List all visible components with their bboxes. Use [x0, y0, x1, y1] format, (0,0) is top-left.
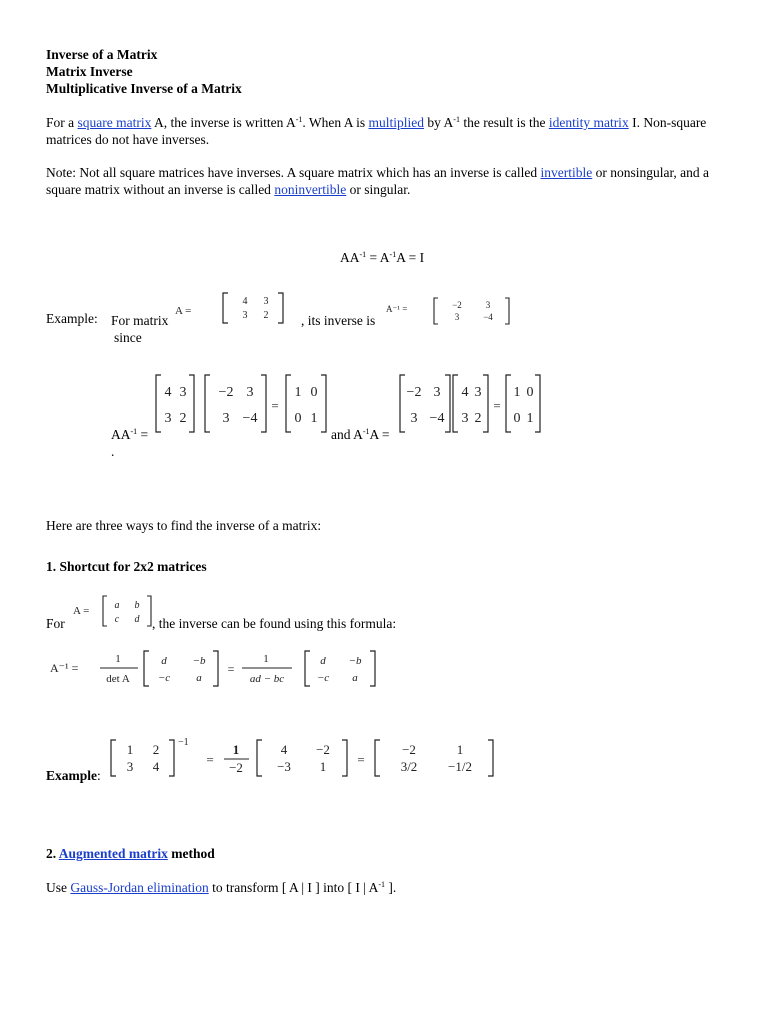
matrix-cell: 3 — [474, 385, 482, 400]
identity-equation: $AA^{-1} = A^{-1}A = I$ — [340, 250, 425, 265]
matrix-cell: 3 — [461, 411, 469, 426]
matrix-cell: −b — [348, 655, 362, 667]
matrix-cell: 3 — [164, 411, 172, 426]
matrix-cell: 2 — [263, 310, 269, 321]
matrix-cell: −2 — [402, 742, 416, 757]
matrix-cell: 2 — [179, 411, 187, 426]
heading-matrix-inverse: Matrix Inverse — [46, 64, 133, 79]
matrix-cell: 2 — [474, 411, 482, 426]
matrix-cell: 3 — [454, 312, 460, 322]
its-inverse-text: , its inverse is — [301, 313, 376, 328]
matrix-cell: −4 — [242, 411, 258, 426]
matrix-cell: d — [134, 614, 140, 625]
matrix-cell: a — [114, 600, 120, 611]
note-paragraph: Note: Not all square matrices have inverses. A square matrix which has an inverse is called invertible or nonsingular, and a square matrix without an inverse is called noninvertible or singular. — [46, 165, 710, 197]
matrix-cell: d — [161, 655, 167, 667]
matrix-cell: 4 — [164, 385, 172, 400]
and-ainv-a-label: and $A^{-1}A$ = — [331, 427, 390, 442]
section1-title: 1. Shortcut for 2x2 matrices — [46, 559, 207, 574]
matrix-cell: −4 — [483, 312, 493, 322]
fraction-numerator: 1 — [232, 742, 240, 757]
equals-sign: = — [227, 662, 235, 676]
matrix-cell: 3 — [485, 300, 491, 310]
product-matrices — [150, 372, 545, 438]
link-noninvertible[interactable]: noninvertible — [274, 182, 347, 197]
matrix-cell: −3 — [277, 759, 291, 774]
matrix-cell: 1 — [310, 411, 318, 426]
matrix-cell: a — [352, 672, 358, 684]
matrix-cell: 4 — [461, 385, 469, 400]
heading-multiplicative-inverse: Multiplicative Inverse of a Matrix — [46, 81, 242, 96]
matrix-cell: 1 — [513, 385, 521, 400]
matrix-cell: 2 — [152, 742, 160, 757]
for-matrix-text: For matrix — [111, 313, 169, 328]
link-augmented-matrix[interactable]: Augmented matrix — [58, 846, 168, 861]
link-invertible[interactable]: invertible — [540, 165, 593, 180]
matrix-cell: 1 — [456, 742, 464, 757]
dot-text: . — [111, 444, 115, 459]
example-label: Example: — [46, 311, 98, 326]
matrix-cell: 3 — [246, 385, 254, 400]
bracket — [223, 293, 228, 323]
bracket — [278, 293, 283, 323]
equals-sign: = — [271, 398, 279, 413]
matrix-cell: −b — [192, 655, 206, 667]
matrix-cell: −4 — [429, 411, 445, 426]
matrix-cell: 4 — [152, 759, 160, 774]
matrix-cell: 1 — [526, 411, 534, 426]
fraction-denominator: det A — [106, 673, 130, 685]
matrix-cell: 0 — [310, 385, 318, 400]
bracket — [434, 298, 438, 324]
bracket — [505, 298, 509, 324]
equals-sign: = — [357, 752, 365, 767]
inverse-formula — [46, 646, 386, 692]
inverse-exponent: −1 — [178, 737, 189, 748]
heading-inverse-of-a-matrix: Inverse of a Matrix — [46, 47, 158, 62]
matrix-cell: a — [196, 672, 202, 684]
general-matrix — [70, 592, 160, 632]
general-a-label: A = — [73, 605, 90, 617]
matrix-cell: −c — [316, 672, 330, 684]
fraction-denominator: ad − bc — [249, 673, 285, 685]
matrix-cell: 3 — [242, 310, 248, 321]
matrix-cell: 3 — [222, 411, 230, 426]
three-ways-text: Here are three ways to find the inverse of a matrix: — [46, 518, 322, 533]
matrix-cell: 3 — [179, 385, 187, 400]
matrix-cell: −1/2 — [448, 759, 472, 774]
matrix-cell: −2 — [316, 742, 330, 757]
matrix-cell: −2 — [218, 385, 234, 400]
matrix-cell: d — [320, 655, 326, 667]
link-identity-matrix[interactable]: identity matrix — [548, 115, 629, 130]
matrix-cell: 3/2 — [400, 759, 418, 774]
fraction-denominator: −2 — [229, 760, 243, 775]
equals-sign: = — [206, 752, 214, 767]
matrix-cell: 4 — [280, 742, 288, 757]
matrix-cell: c — [114, 614, 120, 625]
matrix-cell: −2 — [452, 300, 462, 310]
link-square-matrix[interactable]: square matrix — [77, 115, 152, 130]
section2-text: Use Gauss-Jordan elimination to transform [ A | I ] into [ I | $A^{-1}$ ]. — [46, 880, 397, 895]
section2-title: 2. Augmented matrix method — [46, 846, 215, 861]
example2-label: Example: — [46, 768, 101, 783]
numeric-example — [104, 734, 504, 782]
section1-for: For — [46, 616, 65, 631]
matrix-cell: −c — [157, 672, 171, 684]
matrix-cell: 0 — [513, 411, 521, 426]
matrix-cell: −2 — [406, 385, 422, 400]
since-text: since — [114, 330, 142, 345]
fraction-numerator: 1 — [115, 653, 121, 665]
matrix-cell: 1 — [319, 759, 327, 774]
matrix-cell: 1 — [126, 742, 134, 757]
matrix-cell: 4 — [242, 296, 248, 307]
fraction-numerator: 1 — [263, 653, 269, 665]
formula-tail-text: , the inverse can be found using this formula: — [152, 616, 397, 631]
matrix-cell: b — [134, 600, 140, 611]
matrix-cell: 0 — [526, 385, 534, 400]
matrix-cell: 0 — [294, 411, 302, 426]
intro-paragraph: For a square matrix A, the inverse is written $A^{-1}$. When A is multiplied by $A^{-1}$ the result is the identity matrix I. Non-square matrices do not have inverses. — [46, 115, 707, 147]
matrix-cell: 3 — [433, 385, 441, 400]
matrix-cell: 3 — [126, 759, 134, 774]
matrix-cell: 3 — [263, 296, 269, 307]
matrix-cell: 3 — [410, 411, 418, 426]
link-gauss-jordan-elimination[interactable]: Gauss-Jordan elimination — [70, 880, 209, 895]
link-multiplied[interactable]: multiplied — [368, 115, 425, 130]
formula-ainv-label: A⁻¹ = — [50, 661, 79, 675]
aa-inv-label: $AA^{-1}$ = — [111, 427, 149, 442]
matrix-cell: 1 — [294, 385, 302, 400]
matrix-a-label: A = — [175, 305, 192, 317]
equals-sign: = — [493, 398, 501, 413]
matrix-ainv-label: A⁻¹ = — [386, 304, 408, 314]
